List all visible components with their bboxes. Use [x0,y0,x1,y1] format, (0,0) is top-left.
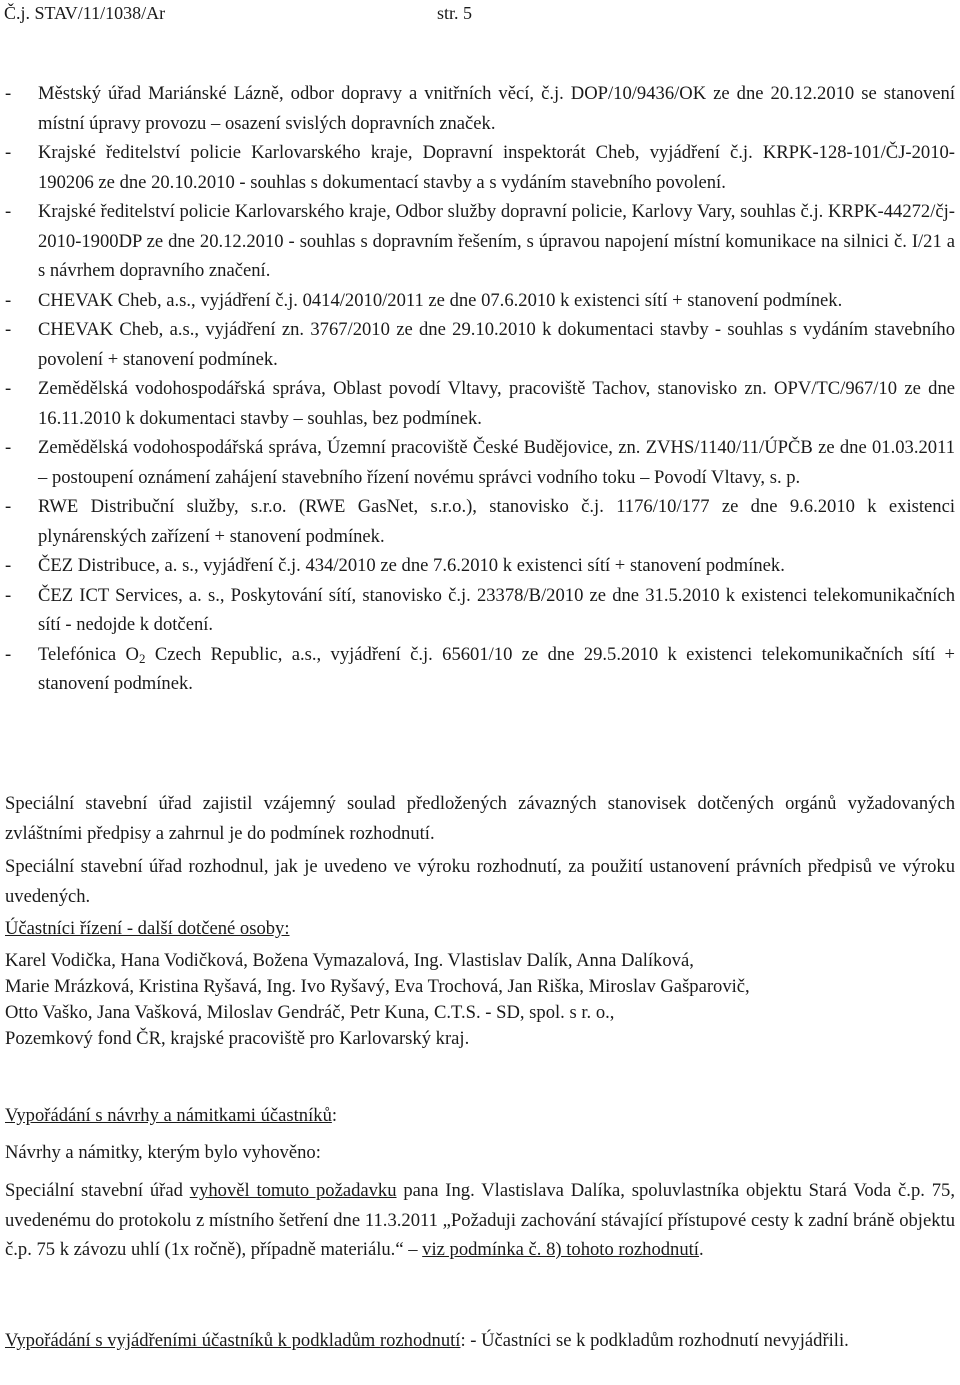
list-item [5,492,955,551]
document-reference: Č.j. STAV/11/1038/Ar [4,3,166,23]
ucastnici-heading [5,914,955,944]
page-header [4,2,944,26]
list-item [5,551,955,581]
paragraph-pozadavek [5,1176,955,1265]
list-item-text: ČEZ ICT Services, a. s., Poskytování sítí, stanovisko č.j. 23378/B/2010 ze dne 31.5.2010 k existenci telekomunikačních sítí - nedojde k dotčení. [38,584,955,635]
list-item [5,286,955,316]
list-item [5,433,955,492]
list-item [5,581,955,640]
ucastnici-line: Karel Vodička, Hana Vodičková, Božena Vymazalová, Ing. Vlastislav Dalík, Anna Dalíková, [5,950,694,971]
list-dash: - [5,83,12,104]
ucastnici-line: Otto Vaško, Jana Vašková, Miloslav Gendráč, Petr Kuna, C.T.S. - SD, spol. s r. o., [5,1002,615,1023]
vyjadreni-heading: Vypořádání s vyjádřeními účastníků k podkladům rozhodnutí [5,1330,461,1351]
list-item-text: Czech Republic, a.s., vyjádření č.j. 65601/10 ze dne 29.5.2010 k existenci telekomunikačních sítí + stanovení podmínek. [38,643,955,694]
list-item [5,197,955,286]
list-item-text: Krajské ředitelství policie Karlovarského kraje, Odbor služby dopravní policie, Karlovy Vary, souhlas č.j. KRPK-44272/čj-2010-1900DP ze dne 20.12.2010 - souhlas s dopravním řešením, s úpravou napojení místní komunikace na silnici č. I/21 a s návrhem dopravního značení. [38,201,955,281]
list-item-text: Krajské ředitelství policie Karlovarského kraje, Dopravní inspektorát Cheb, vyjádření č.j. KRPK-128-101/ČJ-2010-190206 ze dne 20.10.2010 - souhlas s dokumentací stavby a s vydáním stavebního povolení. [38,142,955,193]
list-dash: - [5,437,12,458]
ucastnici-heading-text: Účastníci řízení - další dotčené osoby: [5,918,290,939]
list-dash: - [5,201,12,222]
heading-colon: : [331,1105,338,1126]
list-item-text: CHEVAK Cheb, a.s., vyjádření zn. 3767/2010 ze dne 29.10.2010 k dokumentaci stavby - souhlas s vydáním stavebního povolení + stanovení podmínek. [38,319,955,370]
list-dash: - [5,378,12,399]
list-item [5,315,955,374]
vyporadani-heading-text: Vypořádání s návrhy a námitkami účastníků [5,1105,332,1126]
list-item-text: ČEZ Distribuce, a. s., vyjádření č.j. 434/2010 ze dne 7.6.2010 k existenci sítí + stanovení podmínek. [38,555,785,576]
paragraph-rozhodl: Speciální stavební úřad rozhodnul, jak je uvedeno ve výroku rozhodnutí, za použití ustanovení právních předpisů ve výroku uvedených. [5,856,955,907]
stanoviska-list [5,79,955,699]
ucastnici-line: Pozemkový fond ČR, krajské pracoviště pro Karlovarský kraj. [5,1028,470,1049]
list-item-text: Zemědělská vodohospodářská správa, Územní pracoviště České Budějovice, zn. ZVHS/1140/11/ÚPČB ze dne 01.03.2011 – postoupení oznámení zahájení stavebního řízení novému správci vodního toku – Povodí Vltavy, s. p. [38,437,955,488]
paragraph-soulad: Speciální stavební úřad zajistil vzájemný soulad předložených závazných stanovisek dotčených orgánů vyžadovaných zvláštními předpisy a zahrnul je do podmínek rozhodnutí. [5,793,955,844]
list-item [5,374,955,433]
list-dash: - [5,319,12,340]
podminka-reference: viz podmínka č. 8) tohoto rozhodnutí [422,1239,699,1260]
pozadavek-text-a: Speciální stavební úřad [5,1180,190,1201]
vyjadreni-text: : - Účastníci se k podkladům rozhodnutí nevyjádřili. [460,1330,849,1351]
pozadavek-text-c: . [698,1239,704,1260]
list-item-text: RWE Distribuční služby, s.r.o. (RWE GasNet, s.r.o.), stanovisko č.j. 1176/10/177 ze dne 9.6.2010 k existenci plynárenských zařízení + stanovení podmínek. [38,496,955,547]
vyporadani-heading [5,1101,955,1131]
subscript-2: 2 [138,650,146,666]
list-item [5,138,955,197]
list-item [5,640,955,699]
list-dash: - [5,496,12,517]
ucastnici-line: Marie Mrázková, Kristina Ryšavá, Ing. Ivo Ryšavý, Eva Trochová, Jan Riška, Miroslav Gašparovič, [5,976,750,997]
list-dash: - [5,643,12,665]
page-number: str. 5 [437,3,473,23]
vyporadani-subheading: Návrhy a námitky, kterým bylo vyhověno: [5,1142,321,1163]
list-item-text: Zemědělská vodohospodářská správa, Oblast povodí Vltavy, pracoviště Tachov, stanovisko zn. OPV/TC/967/10 ze dne 16.11.2010 k dokumentaci stavby – souhlas, bez podmínek. [38,378,955,429]
list-item-text: CHEVAK Cheb, a.s., vyjádření č.j. 0414/2010/2011 ze dne 07.6.2010 k existenci sítí + stanovení podmínek. [38,289,843,311]
list-dash: - [5,555,12,576]
list-item-text: Městský úřad Mariánské Lázně, odbor dopravy a vnitřních věcí, č.j. DOP/10/9436/OK ze dne 20.12.2010 se stanovení místní úpravy provozu – osazení svislých dopravních značek. [38,83,955,134]
list-dash: - [5,289,12,311]
pozadavek-underlined: vyhověl tomuto požadavku [189,1180,397,1201]
list-dash: - [5,584,12,606]
pozadavek-text-b: pana Ing. Vlastislava Dalíka, spoluvlastníka objektu Stará Voda č.p. 75, uvedenému do protokolu z místního šetření dne 11.3.2011 „Požaduji zachování stávající přístupové cesty k zadní bráně objektu č.p. 75 k závozu uhlí (1x ročně), případně materiálu.“ – [5,1180,955,1260]
list-item [5,79,955,138]
list-dash: - [5,142,12,163]
paragraph-vyjadreni [5,1326,955,1356]
telefonica-name: Telefónica O [38,643,139,665]
